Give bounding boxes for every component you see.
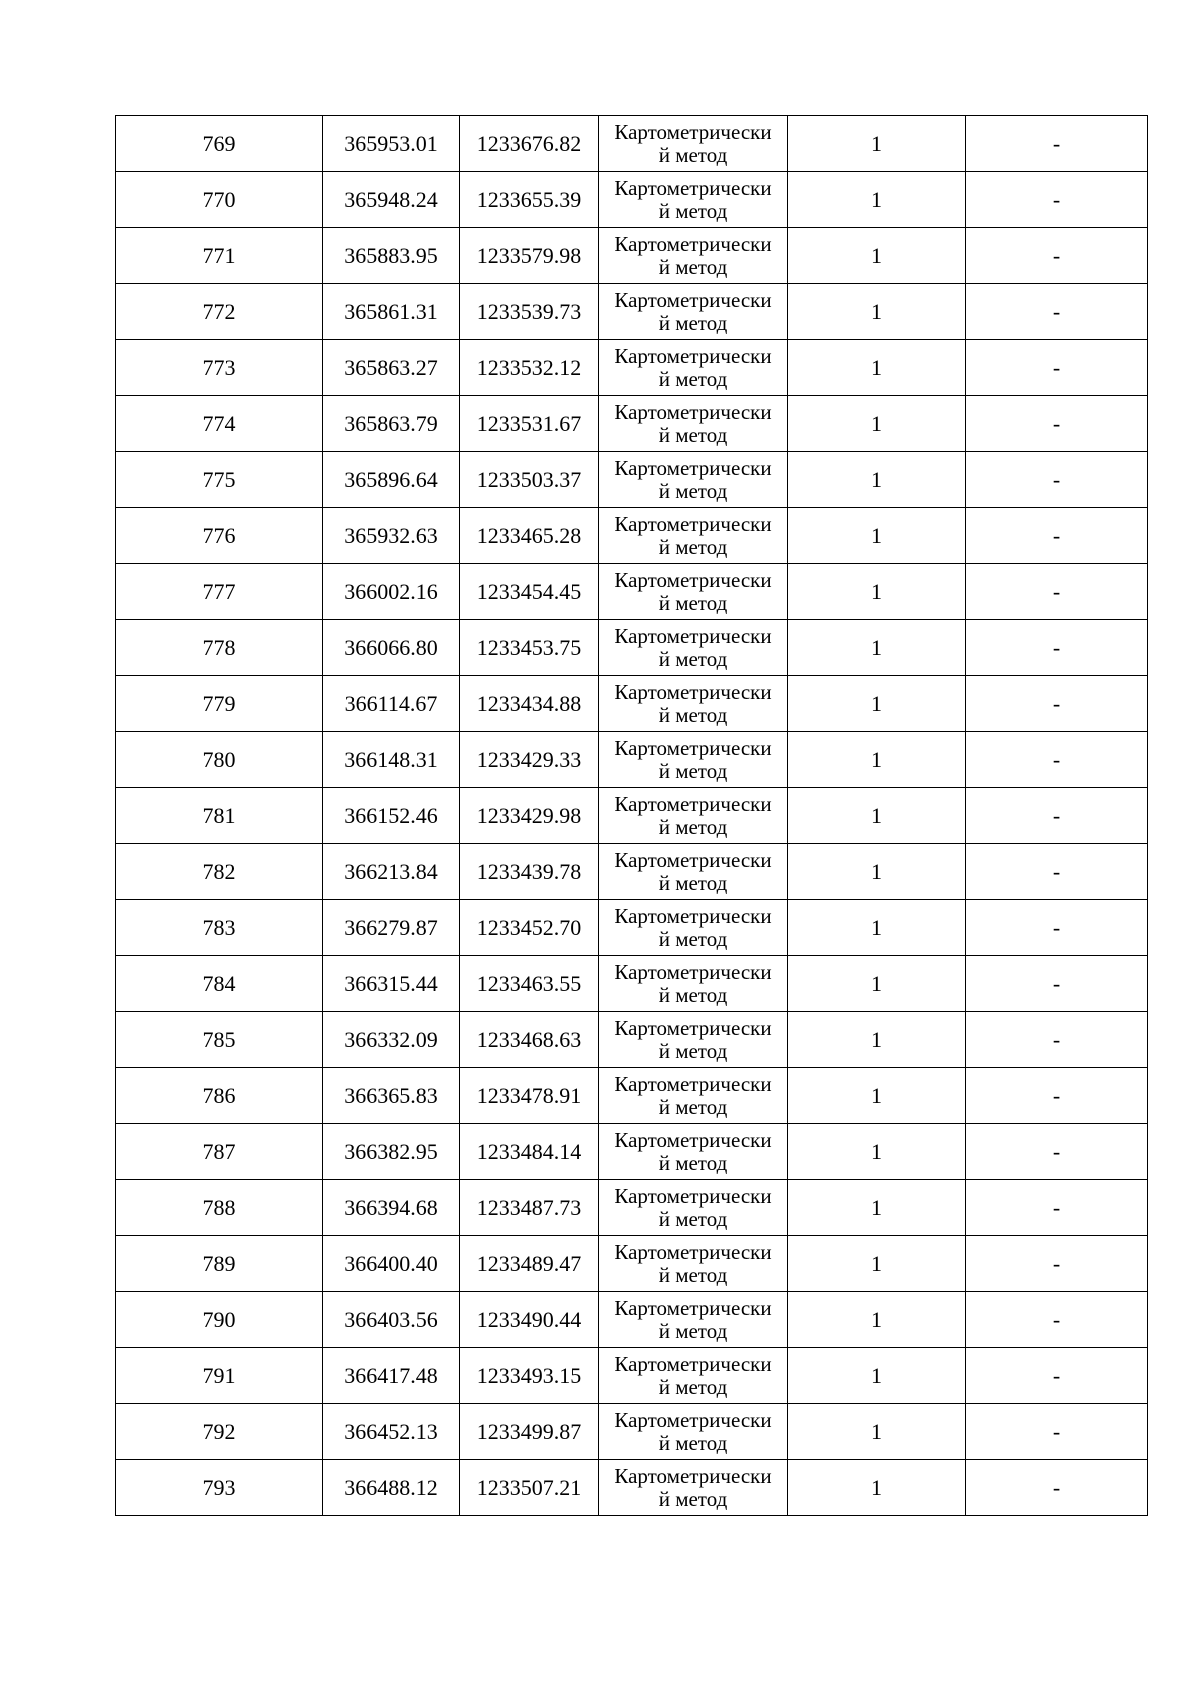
accuracy-cell: 1	[788, 620, 966, 676]
y-coordinate-cell: 1233489.47	[460, 1236, 599, 1292]
note-cell: -	[966, 732, 1148, 788]
method-cell: Картометрически й метод	[599, 1460, 788, 1516]
accuracy-cell: 1	[788, 1460, 966, 1516]
accuracy-cell: 1	[788, 452, 966, 508]
table-row	[116, 508, 1148, 564]
method-cell: Картометрически й метод	[599, 1292, 788, 1348]
x-coordinate-cell: 366114.67	[323, 676, 460, 732]
note-cell: -	[966, 1404, 1148, 1460]
method-cell: Картометрически й метод	[599, 172, 788, 228]
accuracy-cell: 1	[788, 900, 966, 956]
note-cell: -	[966, 284, 1148, 340]
x-coordinate-cell: 366332.09	[323, 1012, 460, 1068]
y-coordinate-cell: 1233465.28	[460, 508, 599, 564]
note-cell: -	[966, 228, 1148, 284]
table-row	[116, 1236, 1148, 1292]
method-cell: Картометрически й метод	[599, 1180, 788, 1236]
note-cell: -	[966, 900, 1148, 956]
accuracy-cell: 1	[788, 116, 966, 172]
x-coordinate-cell: 366152.46	[323, 788, 460, 844]
accuracy-cell: 1	[788, 172, 966, 228]
point-number-cell: 777	[116, 564, 323, 620]
y-coordinate-cell: 1233439.78	[460, 844, 599, 900]
x-coordinate-cell: 366382.95	[323, 1124, 460, 1180]
point-number-cell: 787	[116, 1124, 323, 1180]
point-number-cell: 782	[116, 844, 323, 900]
note-cell: -	[966, 844, 1148, 900]
note-cell: -	[966, 1460, 1148, 1516]
accuracy-cell: 1	[788, 676, 966, 732]
point-number-cell: 774	[116, 396, 323, 452]
point-number-cell: 779	[116, 676, 323, 732]
method-cell: Картометрически й метод	[599, 284, 788, 340]
x-coordinate-cell: 365948.24	[323, 172, 460, 228]
point-number-cell: 789	[116, 1236, 323, 1292]
x-coordinate-cell: 366488.12	[323, 1460, 460, 1516]
point-number-cell: 773	[116, 340, 323, 396]
point-number-cell: 784	[116, 956, 323, 1012]
method-cell: Картометрически й метод	[599, 844, 788, 900]
table-row	[116, 396, 1148, 452]
point-number-cell: 780	[116, 732, 323, 788]
note-cell: -	[966, 1124, 1148, 1180]
table-row	[116, 676, 1148, 732]
method-cell: Картометрически й метод	[599, 396, 788, 452]
method-cell: Картометрически й метод	[599, 956, 788, 1012]
table-row	[116, 452, 1148, 508]
y-coordinate-cell: 1233463.55	[460, 956, 599, 1012]
point-number-cell: 785	[116, 1012, 323, 1068]
accuracy-cell: 1	[788, 340, 966, 396]
note-cell: -	[966, 1180, 1148, 1236]
table-row	[116, 340, 1148, 396]
method-cell: Картометрически й метод	[599, 1068, 788, 1124]
note-cell: -	[966, 1292, 1148, 1348]
note-cell: -	[966, 676, 1148, 732]
accuracy-cell: 1	[788, 1292, 966, 1348]
x-coordinate-cell: 366213.84	[323, 844, 460, 900]
method-cell: Картометрически й метод	[599, 508, 788, 564]
y-coordinate-cell: 1233490.44	[460, 1292, 599, 1348]
method-cell: Картометрически й метод	[599, 116, 788, 172]
accuracy-cell: 1	[788, 956, 966, 1012]
x-coordinate-cell: 366279.87	[323, 900, 460, 956]
y-coordinate-cell: 1233507.21	[460, 1460, 599, 1516]
point-number-cell: 792	[116, 1404, 323, 1460]
table-row	[116, 788, 1148, 844]
y-coordinate-cell: 1233539.73	[460, 284, 599, 340]
table-row	[116, 900, 1148, 956]
y-coordinate-cell: 1233676.82	[460, 116, 599, 172]
table-row	[116, 1068, 1148, 1124]
x-coordinate-cell: 365861.31	[323, 284, 460, 340]
point-number-cell: 781	[116, 788, 323, 844]
method-cell: Картометрически й метод	[599, 620, 788, 676]
y-coordinate-cell: 1233453.75	[460, 620, 599, 676]
method-cell: Картометрически й метод	[599, 676, 788, 732]
y-coordinate-cell: 1233579.98	[460, 228, 599, 284]
method-cell: Картометрически й метод	[599, 1236, 788, 1292]
point-number-cell: 793	[116, 1460, 323, 1516]
x-coordinate-cell: 366403.56	[323, 1292, 460, 1348]
point-number-cell: 788	[116, 1180, 323, 1236]
x-coordinate-cell: 365932.63	[323, 508, 460, 564]
x-coordinate-cell: 366400.40	[323, 1236, 460, 1292]
table-row	[116, 732, 1148, 788]
table-row	[116, 1124, 1148, 1180]
x-coordinate-cell: 366315.44	[323, 956, 460, 1012]
y-coordinate-cell: 1233468.63	[460, 1012, 599, 1068]
point-number-cell: 769	[116, 116, 323, 172]
y-coordinate-cell: 1233429.33	[460, 732, 599, 788]
point-number-cell: 790	[116, 1292, 323, 1348]
y-coordinate-cell: 1233655.39	[460, 172, 599, 228]
point-number-cell: 776	[116, 508, 323, 564]
point-number-cell: 775	[116, 452, 323, 508]
method-cell: Картометрически й метод	[599, 228, 788, 284]
table-row	[116, 284, 1148, 340]
method-cell: Картометрически й метод	[599, 1012, 788, 1068]
note-cell: -	[966, 452, 1148, 508]
y-coordinate-cell: 1233454.45	[460, 564, 599, 620]
table-row	[116, 564, 1148, 620]
accuracy-cell: 1	[788, 396, 966, 452]
point-number-cell: 771	[116, 228, 323, 284]
x-coordinate-cell: 365883.95	[323, 228, 460, 284]
point-number-cell: 772	[116, 284, 323, 340]
note-cell: -	[966, 1012, 1148, 1068]
x-coordinate-cell: 366148.31	[323, 732, 460, 788]
note-cell: -	[966, 1068, 1148, 1124]
coordinates-table	[115, 115, 1148, 1516]
accuracy-cell: 1	[788, 1404, 966, 1460]
y-coordinate-cell: 1233487.73	[460, 1180, 599, 1236]
y-coordinate-cell: 1233493.15	[460, 1348, 599, 1404]
x-coordinate-cell: 365863.27	[323, 340, 460, 396]
table-row	[116, 956, 1148, 1012]
method-cell: Картометрически й метод	[599, 900, 788, 956]
table-row	[116, 1012, 1148, 1068]
table-row	[116, 844, 1148, 900]
point-number-cell: 786	[116, 1068, 323, 1124]
accuracy-cell: 1	[788, 284, 966, 340]
accuracy-cell: 1	[788, 1124, 966, 1180]
x-coordinate-cell: 366066.80	[323, 620, 460, 676]
y-coordinate-cell: 1233484.14	[460, 1124, 599, 1180]
note-cell: -	[966, 340, 1148, 396]
note-cell: -	[966, 564, 1148, 620]
accuracy-cell: 1	[788, 1348, 966, 1404]
table-row	[116, 1460, 1148, 1516]
x-coordinate-cell: 366002.16	[323, 564, 460, 620]
method-cell: Картометрически й метод	[599, 452, 788, 508]
y-coordinate-cell: 1233434.88	[460, 676, 599, 732]
method-cell: Картометрически й метод	[599, 788, 788, 844]
method-cell: Картометрически й метод	[599, 564, 788, 620]
note-cell: -	[966, 508, 1148, 564]
y-coordinate-cell: 1233429.98	[460, 788, 599, 844]
table-row	[116, 1348, 1148, 1404]
point-number-cell: 778	[116, 620, 323, 676]
x-coordinate-cell: 365863.79	[323, 396, 460, 452]
accuracy-cell: 1	[788, 508, 966, 564]
accuracy-cell: 1	[788, 1012, 966, 1068]
table-row	[116, 1404, 1148, 1460]
table-row	[116, 116, 1148, 172]
accuracy-cell: 1	[788, 788, 966, 844]
y-coordinate-cell: 1233499.87	[460, 1404, 599, 1460]
method-cell: Картометрически й метод	[599, 1124, 788, 1180]
x-coordinate-cell: 365896.64	[323, 452, 460, 508]
note-cell: -	[966, 788, 1148, 844]
note-cell: -	[966, 1236, 1148, 1292]
accuracy-cell: 1	[788, 1068, 966, 1124]
y-coordinate-cell: 1233503.37	[460, 452, 599, 508]
note-cell: -	[966, 1348, 1148, 1404]
note-cell: -	[966, 172, 1148, 228]
point-number-cell: 791	[116, 1348, 323, 1404]
note-cell: -	[966, 116, 1148, 172]
note-cell: -	[966, 620, 1148, 676]
x-coordinate-cell: 366365.83	[323, 1068, 460, 1124]
table-row	[116, 620, 1148, 676]
method-cell: Картометрически й метод	[599, 340, 788, 396]
accuracy-cell: 1	[788, 228, 966, 284]
point-number-cell: 770	[116, 172, 323, 228]
y-coordinate-cell: 1233531.67	[460, 396, 599, 452]
table-row	[116, 1180, 1148, 1236]
coordinates-table-body	[116, 116, 1148, 1516]
y-coordinate-cell: 1233478.91	[460, 1068, 599, 1124]
accuracy-cell: 1	[788, 732, 966, 788]
y-coordinate-cell: 1233532.12	[460, 340, 599, 396]
method-cell: Картометрически й метод	[599, 1348, 788, 1404]
method-cell: Картометрически й метод	[599, 1404, 788, 1460]
x-coordinate-cell: 366452.13	[323, 1404, 460, 1460]
x-coordinate-cell: 365953.01	[323, 116, 460, 172]
accuracy-cell: 1	[788, 564, 966, 620]
table-row	[116, 228, 1148, 284]
accuracy-cell: 1	[788, 1236, 966, 1292]
accuracy-cell: 1	[788, 844, 966, 900]
table-row	[116, 172, 1148, 228]
accuracy-cell: 1	[788, 1180, 966, 1236]
x-coordinate-cell: 366394.68	[323, 1180, 460, 1236]
note-cell: -	[966, 956, 1148, 1012]
point-number-cell: 783	[116, 900, 323, 956]
method-cell: Картометрически й метод	[599, 732, 788, 788]
table-row	[116, 1292, 1148, 1348]
note-cell: -	[966, 396, 1148, 452]
y-coordinate-cell: 1233452.70	[460, 900, 599, 956]
x-coordinate-cell: 366417.48	[323, 1348, 460, 1404]
